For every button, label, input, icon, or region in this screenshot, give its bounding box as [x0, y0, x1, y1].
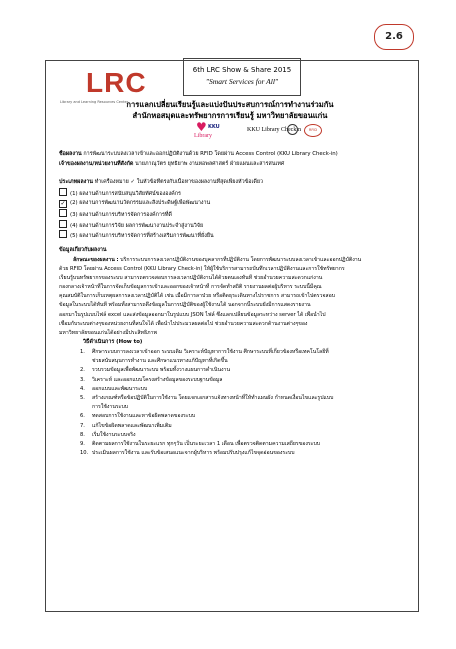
step-number: 8. — [80, 431, 85, 438]
abstract-line: บริการระบบการลงเวลาปฏิบัติงานของบุคลากรที่ปฏิบัติงาน โดยการพัฒนาระบบลงเวลาเข้าและออกปฏิบัติงาน — [120, 257, 362, 263]
abstract-line: กองกลางเจ้าหน้าที่ในการจัดเก็บข้อมูลการเข้าและออกของเจ้าหน้าที่ การจัดทำสถิติ รายงานผลต่อผู้บริหาร ระบบนี้มีคุณ — [59, 284, 322, 291]
document-title: การแลกเปลี่ยนเรียนรู้และแบ่งปันประสบการณ์การทำงานร่วมกัน — [126, 100, 334, 109]
event-title: 6th LRC Show & Share 2015 — [192, 66, 292, 74]
step-number: 1. — [80, 349, 85, 355]
abstract-line: ข้อมูลในระบบได้ทันที พร้อมทั้งสามารถดึงข้อมูลในการปฏิบัติของผู้ใช้งานได้ นอกจากนี้ระบบยังมีการแสดงรายงาน — [59, 302, 311, 309]
abstract-line: เรียนรู้บนทรัพยากรของระบบ สามารถตรวจสอบการลงเวลาปฏิบัติงานได้ด้วยตนเองทันที ช่วยอำนวยความสะดวกแก่งาน — [59, 275, 323, 282]
work-name-value: การพัฒนาระบบลงเวลาเข้าและออกปฏิบัติงานด้วย RFID โดยผ่าน Access Control (KKU Library Check-in) — [83, 151, 338, 157]
abstract-line: คุณสมบัติในการเก็บเหตุผลการลงเวลาปฏิบัติได้ เช่น เมื่อมีการลาป่วย หรือติดธุระเดินทางไปราชการ สามารถเข้าไปตรวจสอบ — [59, 293, 335, 300]
step-text: ประเมินผลการใช้งาน และรับข้อเสนอแนะจากผู้บริหาร พร้อมปรับปรุงแก้ไขจุดอ่อนของระบบ — [92, 450, 295, 457]
logo-text: LRC — [86, 67, 147, 98]
step-number: 10. — [80, 450, 89, 457]
event-slogan: "Smart Services for All" — [205, 77, 279, 86]
checkbox[interactable]: ✓ — [60, 199, 66, 207]
clock-icon — [287, 124, 298, 135]
method-step — [80, 376, 410, 385]
checkin-label: KKU Library Checkin — [247, 127, 301, 133]
step-text: ติดตามผลการใช้งานในระยะแรก ทุกๆวัน เป็นระยะเวลา 1 เดือน เพื่อตรวจติดตามความเสถียรของระบบ — [92, 441, 321, 448]
method-step — [80, 348, 410, 357]
abstract-line: เชื่อมกับระบบต่างๆของหน่วยงานที่สนใจได้ เพื่อนำไปประมวลผลต่อไป ช่วยอำนวยความสะดวกด้านงานต่างๆของ — [59, 320, 308, 327]
checkbox[interactable] — [59, 209, 67, 217]
step-number: 3. — [80, 376, 85, 383]
abstract-line: ออกมาในรูปแบบไฟล์ excel และส่งข้อมูลออกมาในรูปแบบ JSON ไฟล์ ซึ่งแลกเปลี่ยนข้อมูลระหว่าง server ได้ เพื่อนำไป — [59, 311, 326, 318]
step-number: 4. — [80, 385, 85, 392]
abstract-label: ลักษณะของผลงาน : — [73, 257, 119, 263]
work-name-row — [59, 150, 411, 160]
category-option — [59, 230, 411, 242]
method-step — [80, 431, 410, 440]
document-subtitle: สำนักหอสมุดและทรัพยากรการเรียนรู้ มหาวิทยาลัยขอนแก่น — [132, 111, 328, 120]
method-step — [80, 385, 410, 394]
method-step — [80, 403, 410, 412]
category-instruction: ทำเครื่องหมาย ✓ ในหัวข้อที่ตรงกับเนื้อหาของผลงานที่สุดเพียงหัวข้อเดียว — [94, 179, 264, 185]
owner-value: นายภาณุวัตร ยุทธิยาพ งานหอพลศาสตร์ ฝ่ายแผนและสารสนเทศ — [135, 161, 285, 167]
abstract-paragraph — [59, 256, 409, 338]
step-text: เริ่มใช้งานระบบจริง — [92, 431, 136, 438]
category-option-label: (2) ผลงานการพัฒนานวัตกรรมและสิ่งประดิษฐ์เพื่อพัฒนางาน — [70, 199, 211, 206]
step-text: ช่วยสนับสนุนการทำงาน และศึกษาแนวทางแก้ปัญหาที่เกิดขึ้น — [92, 358, 228, 365]
method-step — [80, 357, 410, 366]
logo-subtitle: Library and Learning Resources Center — [60, 100, 129, 104]
step-text: วิเคราะห์ และออกแบบโครงสร้างข้อมูลของระบบฐานข้อมูล — [92, 376, 223, 383]
rfid-logo-icon: RFID — [304, 124, 322, 137]
step-number: 9. — [80, 441, 85, 448]
abstract-line: ด้วย RFID โดยผ่าน Access Control (KKU Library Check-in) ให้ผู้ใช้บริการสามารถบันทึกเวลาปฏิบัติงานและการใช้ทรัพยากร — [59, 266, 345, 273]
logo-strip — [190, 120, 350, 140]
checkbox[interactable] — [59, 230, 67, 238]
method-step — [80, 449, 410, 458]
category-option — [59, 199, 411, 209]
abstract-line: มหาวิทยาลัยขอนแก่นได้อย่างมีประสิทธิภาพ — [59, 329, 157, 336]
step-text: รวบรวมข้อมูลเพื่อพัฒนาระบบ พร้อมทั้งวางแผนการดำเนินงาน — [92, 367, 231, 374]
method-heading: วิธีดำเนินการ (How to) — [83, 339, 143, 345]
method-step — [80, 440, 410, 449]
kku-label: KKU — [208, 124, 220, 130]
method-step — [80, 394, 410, 403]
step-text: สร้างเกณฑ์หรือข้อปฏิบัติในการใช้งาน โดยแจกเอกสารแจ้งทางหน้าที่ให้ทำแผนผัง กำหนดเงื่อนไขและรูปแบบ — [92, 395, 334, 402]
category-option-label: (1) ผลงานด้านการสนับสนุนวิสัยทัศน์ขององค์กร — [70, 191, 181, 197]
category-label: ประเภทผลงาน — [59, 179, 93, 185]
category-option-label: (4) ผลงานด้านการวิจัย ผลการพัฒนางานประจำสู่งานวิจัย — [70, 222, 204, 229]
background-heading: ข้อมูลเกี่ยวกับผลงาน — [59, 247, 107, 253]
step-text: การใช้งานระบบ — [92, 404, 129, 411]
event-header-box — [183, 58, 301, 96]
owner-row — [59, 160, 411, 170]
method-step — [80, 422, 410, 431]
step-number: 6. — [80, 413, 85, 420]
work-name-label: ชื่อผลงาน — [59, 151, 82, 157]
method-step — [80, 412, 410, 421]
step-number: 7. — [80, 422, 85, 429]
step-text: ศึกษาระบบการลงเวลาเข้าออก ระบบเดิม วิเคราะห์ปัญหาการใช้งาน ศึกษาระบบที่เกี่ยวข้องหรือเทคโนโลยีที่ — [92, 349, 329, 355]
checkbox[interactable] — [59, 220, 67, 228]
page-number-badge: 2.6 — [374, 24, 414, 50]
step-text: แก้ไขข้อผิดพลาดและพัฒนาเพิ่มเติม — [92, 422, 172, 429]
step-text: ทดสอบการใช้งานและหาข้อผิดพลาดของระบบ — [92, 413, 196, 420]
owner-label: เจ้าของผลงาน/หน่วยงานที่สังกัด — [59, 161, 134, 167]
category-option-label: (5) ผลงานด้านการบริหารจัดการที่สร้างเสริมการพัฒนาที่ยั่งยืน — [70, 233, 214, 239]
category-header-row — [59, 178, 411, 188]
category-option-label: (3) ผลงานด้านการบริหารจัดการองค์การที่ดี — [70, 212, 172, 218]
method-step — [80, 366, 410, 375]
step-number: 2. — [80, 367, 85, 374]
step-text: ออกแบบและพัฒนาระบบ — [92, 385, 148, 392]
library-label: Library — [194, 133, 212, 139]
heart-icon: ♥ — [196, 120, 207, 134]
method-steps-list — [80, 348, 410, 458]
checkbox[interactable] — [59, 188, 67, 196]
step-number: 5. — [80, 395, 85, 402]
